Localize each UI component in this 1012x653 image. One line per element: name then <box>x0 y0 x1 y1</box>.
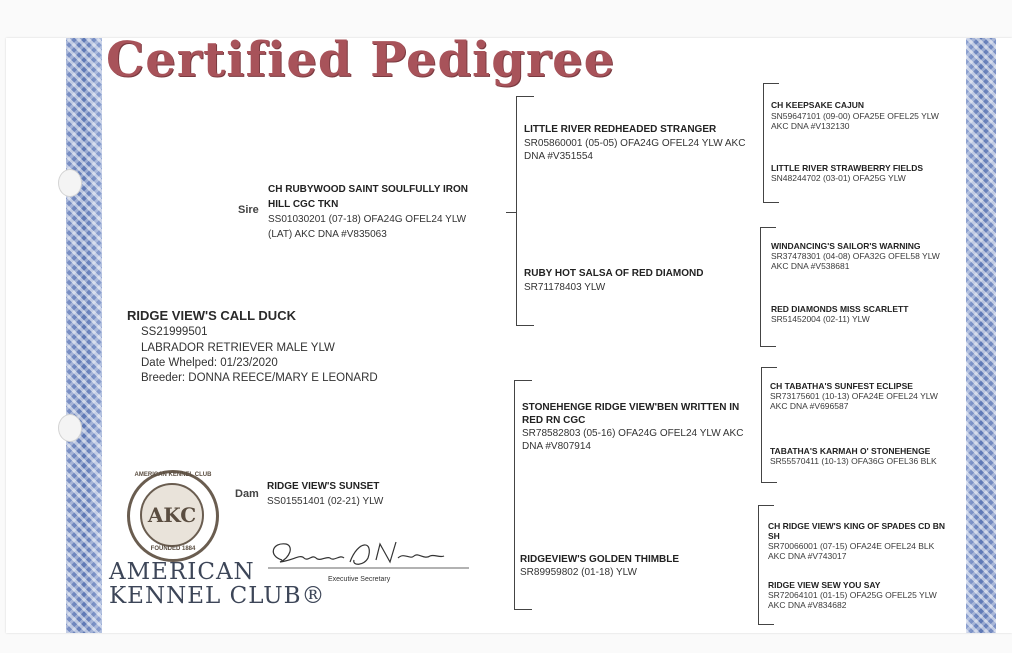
gg-bracket-1 <box>763 83 764 203</box>
grandsire-sire-details-1: SR05860001 (05-05) OFA24G OFEL24 YLW AKC <box>524 138 746 149</box>
granddam-sire-details: SR71178403 YLW <box>524 282 606 293</box>
akc-logo-line1: AMERICAN <box>109 559 255 585</box>
grandsire-sire-details-2: DNA #V351554 <box>524 151 593 162</box>
gg-sds-details-1: SR37478301 (04-08) OFA32G OFEL58 YLW <box>771 251 940 261</box>
gg-bracket-1-top <box>763 83 779 84</box>
gg-dss-details-1: SR73175601 (10-13) OFA24E OFEL24 YLW <box>770 391 938 401</box>
gg-dss-name: CH TABATHA'S SUNFEST ECLIPSE <box>770 381 913 391</box>
seal-inner <box>140 483 204 547</box>
gg-bracket-1-bottom <box>763 202 779 203</box>
gg-sss-details-1: SN59647101 (09-00) OFA25E OFEL25 YLW <box>771 111 939 121</box>
sire-bracket-bottom <box>516 325 534 326</box>
gg-dds-details-1: SR70066001 (07-15) OFA24E OFEL24 BLK <box>768 541 935 551</box>
grandsire-dam-name-2: RED RN CGC <box>522 415 586 426</box>
sire-name-line2: HILL CGC TKN <box>268 199 339 210</box>
gg-dsd-name: TABATHA'S KARMAH O' STONEHENGE <box>770 446 931 456</box>
gg-bracket-3 <box>761 367 762 483</box>
gg-dds-name-1: CH RIDGE VIEW'S KING OF SPADES CD BN <box>768 521 946 531</box>
sire-bracket-top <box>516 96 534 97</box>
gg-bracket-3-top <box>761 367 777 368</box>
dam-bracket-top <box>514 380 532 381</box>
gg-dds-details-2: AKC DNA #V743017 <box>768 551 847 561</box>
gg-dsd-details-1: SR55570411 (10-13) OFA36G OFEL36 BLK <box>770 456 937 466</box>
dog-breeder: Breeder: DONNA REECE/MARY E LEONARD <box>141 372 378 384</box>
gg-bracket-4-top <box>758 505 774 506</box>
gg-bracket-4 <box>758 505 759 625</box>
gg-bracket-3-bottom <box>761 482 777 483</box>
gg-sdd-name: RED DIAMONDS MISS SCARLETT <box>771 304 909 314</box>
signature-title: Executive Secretary <box>328 576 391 583</box>
gg-bracket-4-bottom <box>758 624 774 625</box>
grandsire-dam-details-2: DNA #V807914 <box>522 441 591 452</box>
seal-ring-top-text: AMERICAN KENNEL CLUB <box>134 472 212 478</box>
gg-bracket-2 <box>760 227 761 347</box>
gg-sdd-details-1: SR51452004 (02-11) YLW <box>771 314 870 324</box>
gg-sds-name: WINDANCING'S SAILOR'S WARNING <box>771 241 921 251</box>
dog-whelped: Date Whelped: 01/23/2020 <box>141 357 278 369</box>
grandsire-sire-name: LITTLE RIVER REDHEADED STRANGER <box>524 124 717 135</box>
punch-hole-bottom <box>58 414 82 442</box>
sire-connector <box>506 212 516 213</box>
dog-registration: SS21999501 <box>141 326 208 338</box>
certificate-title: Certified Pedigree <box>106 38 616 88</box>
gg-ssd-details-1: SN48244702 (03-01) OFA25G YLW <box>771 173 906 183</box>
punch-hole-top <box>58 169 82 197</box>
right-decorative-border <box>966 38 996 633</box>
seal-akc-text: AKC <box>147 503 197 527</box>
sire-bracket-vertical <box>516 96 517 326</box>
gg-dss-details-2: AKC DNA #V696587 <box>770 401 849 411</box>
gg-dds-name-2: SH <box>768 531 780 541</box>
sire-name-line1: CH RUBYWOOD SAINT SOULFULLY IRON <box>268 184 469 195</box>
gg-sss-details-2: AKC DNA #V132130 <box>771 121 850 131</box>
left-decorative-border <box>66 38 102 633</box>
dog-breed: LABRADOR RETRIEVER MALE YLW <box>141 342 335 354</box>
dam-bracket-bottom <box>514 609 532 610</box>
dog-name: RIDGE VIEW'S CALL DUCK <box>127 308 296 323</box>
dam-bracket-vertical <box>514 380 515 610</box>
gg-ddd-name: RIDGE VIEW SEW YOU SAY <box>768 580 881 590</box>
granddam-sire-name: RUBY HOT SALSA OF RED DIAMOND <box>524 268 704 279</box>
sire-details-line1: SS01030201 (07-18) OFA24G OFEL24 YLW <box>268 214 467 225</box>
gg-sds-details-2: AKC DNA #V538681 <box>771 261 850 271</box>
gg-bracket-2-bottom <box>760 346 776 347</box>
granddam-dam-details: SR89959802 (01-18) YLW <box>520 567 637 578</box>
gg-ddd-details-2: AKC DNA #V834682 <box>768 600 847 610</box>
pedigree-certificate <box>6 38 1012 633</box>
grandsire-dam-details-1: SR78582803 (05-16) OFA24G OFEL24 YLW AKC <box>522 428 744 439</box>
gg-sss-name: CH KEEPSAKE CAJUN <box>771 100 865 110</box>
gg-ddd-details-1: SR72064101 (01-15) OFA25G OFEL25 YLW <box>768 590 937 600</box>
akc-logo-line2: KENNEL CLUB® <box>109 583 326 609</box>
sire-label: Sire <box>238 204 259 216</box>
sire-details-line2: (LAT) AKC DNA #V835063 <box>268 229 387 240</box>
grandsire-dam-name-1: STONEHENGE RIDGE VIEW'BEN WRITTEN IN <box>522 402 740 413</box>
akc-seal <box>127 470 219 562</box>
seal-ring-bottom-text: FOUNDED 1884 <box>150 546 196 552</box>
executive-signature <box>264 536 474 576</box>
dam-details: SS01551401 (02-21) YLW <box>267 496 384 507</box>
granddam-dam-name: RIDGEVIEW'S GOLDEN THIMBLE <box>520 554 680 565</box>
dam-name: RIDGE VIEW'S SUNSET <box>267 481 380 492</box>
gg-ssd-name: LITTLE RIVER STRAWBERRY FIELDS <box>771 163 924 173</box>
gg-bracket-2-top <box>760 227 776 228</box>
dam-label: Dam <box>235 488 259 500</box>
